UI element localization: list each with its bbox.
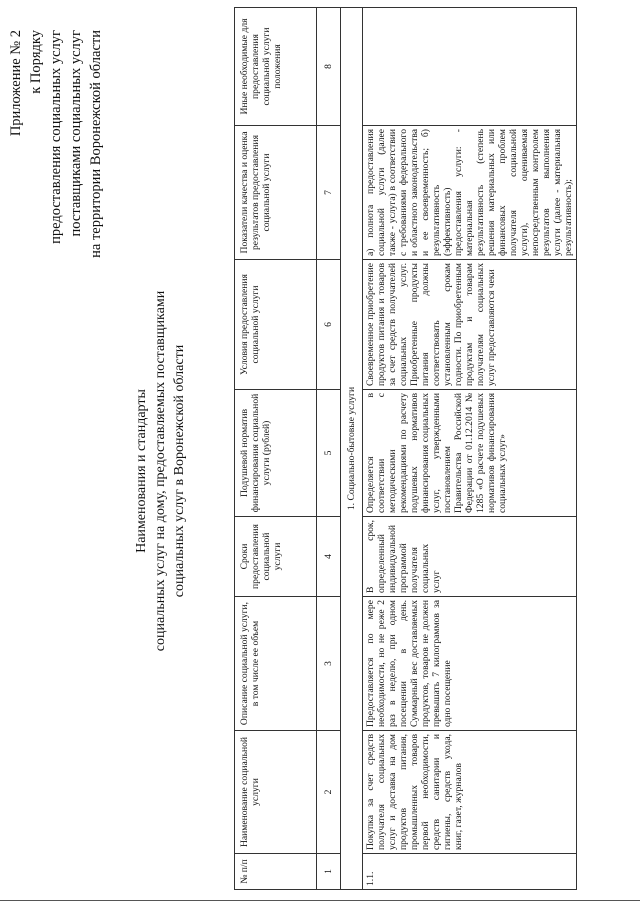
appendix-line-5: на территории Воронежской области	[88, 30, 104, 258]
header-other: Иные необходимые для предоставления социальной услуги положения	[235, 8, 317, 126]
header-description: Описание социальной услуги, в том числе ее объем	[235, 597, 317, 731]
title-line-3: социальных услуг в Воронежской области	[172, 344, 187, 598]
appendix-block	[6, 30, 106, 510]
column-number: 1	[317, 854, 341, 890]
section-title: 1. Социально-бытовые услуги	[341, 8, 363, 890]
appendix-line-1: Приложение № 2	[8, 30, 24, 137]
title-line-1: Наименования и стандарты	[134, 389, 149, 553]
row-description: Предоставляется по мере необходимости, но не реже 2 раз в неделю, при одном посещении в день. Суммарный вес доставляемых продуктов, товаров не должен превышать 7 килограммов за одно посещение	[363, 597, 577, 731]
header-num: № п/п	[235, 854, 317, 890]
header-norm: Подушевой норматив финансирования социальной услуги (рублей)	[235, 390, 317, 517]
title-line-2: социальных услуг на дому, предоставляемых поставщиками	[153, 290, 168, 652]
document-title	[132, 221, 189, 721]
appendix-line-3: предоставления социальных услуг	[48, 30, 64, 244]
column-number: 5	[317, 390, 341, 517]
row-conditions: Своевременное приобретение продуктов питания и товаров за счет средств получателей социальных услуг. Приобретенные продукты питания должны соответствовать установленным срокам годности. По приобретенным продуктам и товарам получателям социальных услуг предоставляются чеки	[363, 260, 577, 390]
header-conditions: Условия предоставления социальной услуги	[235, 260, 317, 390]
column-number: 8	[317, 8, 341, 126]
row-terms: В срок, определенный индивидуальной программой получателя социальных услуг	[363, 517, 577, 597]
row-norm: Определяется в соответствии с методическими рекомендациями по расчету подушевых нормативов финансирования социальных услуг, утвержденными постановлением Правительства Российской Федерации от 01.12.2014 № 1285 «О расчете подушевых нормативов финансирования социальных услуг»	[363, 390, 577, 517]
column-number-row	[317, 8, 341, 890]
header-row	[235, 8, 317, 890]
column-number: 3	[317, 597, 341, 731]
header-quality: Показатели качества и оценка результатов предоставления социальной услуги	[235, 126, 317, 260]
header-terms: Сроки предоставления социальной услуги	[235, 517, 317, 597]
column-number: 2	[317, 731, 341, 854]
services-table	[234, 7, 577, 890]
row-quality: а) полнота предоставления социальной услуги (далее также - услуга) в соответствии с требованиями федерального и областного законодательства и ее своевременность; б) результативность (эффективность) предоставления услуги: - материальная результативность (степень решения материальных или финансовых проблем получателя социальной услуги), оцениваемая непосредственным контролем результатов выполнения услуги (далее - материальная результативность);	[363, 126, 577, 260]
column-number: 4	[317, 517, 341, 597]
row-service-name: Покупка за счет средств получателя социальных услуг и доставка на дом продуктов питания, промышленных товаров первой необходимости, средств санитарии и гигиены, средств ухода, книг, газет, журналов	[363, 731, 577, 854]
appendix-line-4: поставщиками социальных услуг	[68, 30, 84, 237]
table-row	[363, 8, 577, 890]
section-row	[341, 8, 363, 890]
column-number: 6	[317, 260, 341, 390]
appendix-line-2: к Порядку	[28, 30, 44, 94]
row-number: 1.1.	[363, 854, 577, 890]
row-other	[363, 8, 577, 126]
header-name: Наименование социальной услуги	[235, 731, 317, 854]
column-number: 7	[317, 126, 341, 260]
